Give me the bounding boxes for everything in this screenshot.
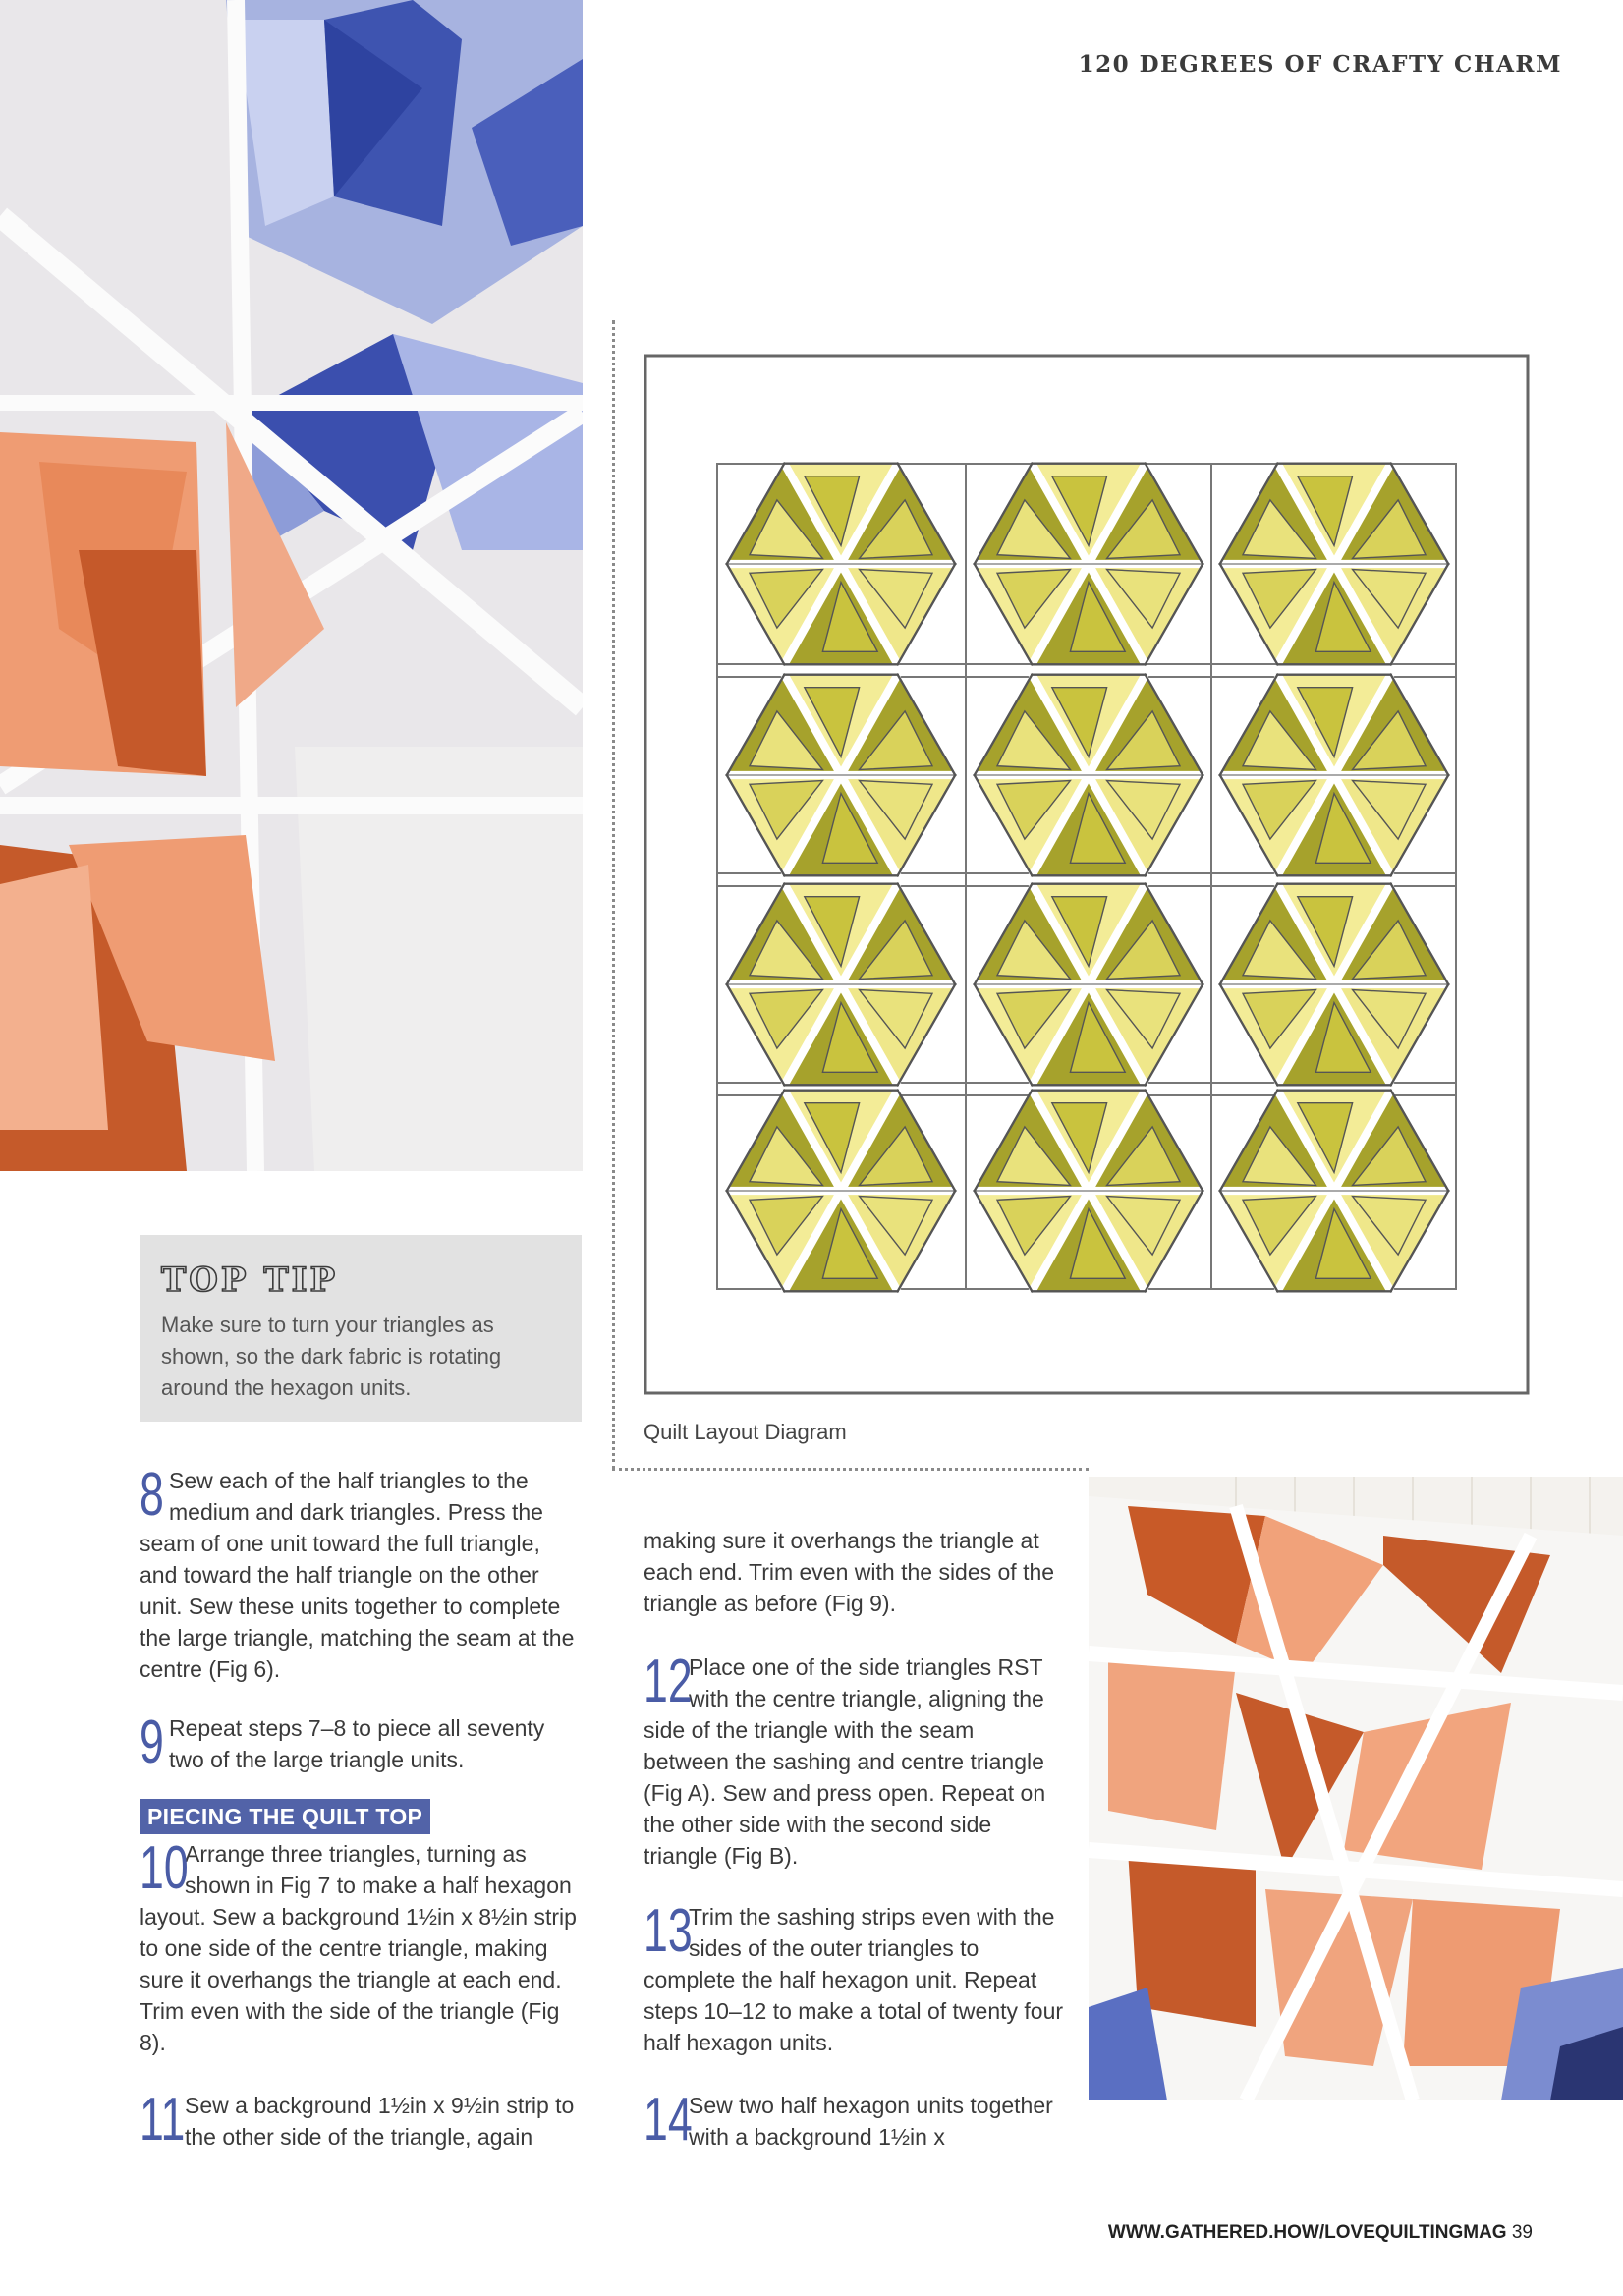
step-12 [644,1648,1064,1872]
step-number: 11 [140,2086,186,2154]
step-number: 8 [140,1461,164,1529]
step-10 [140,1834,582,2058]
quilt-photo-top [0,0,583,1171]
step-number: 14 [644,2086,693,2154]
step-number: 10 [140,1834,189,1902]
top-tip-text: Make sure to turn your triangles as shown, so the dark fabric is rotating around the hexagon units. [161,1313,502,1400]
dotted-divider-vertical [612,320,615,1470]
top-tip-box [140,1235,582,1422]
step-11-continued [644,1525,1064,1619]
quilt-photo-illustration [0,0,583,1171]
step-text: Sew a background 1½in x 9½in strip to the other side of the triangle, again [185,2093,575,2150]
step-text: Arrange three triangles, turning as shown in Fig 7 to make a half hexagon layout. Sew a background 1½in x 8½in strip to one side of the centre triangle, making sure it overhangs the triangle at each end. Trim even with the side of the triangle (Fig 8). [140,1841,577,2055]
diagram-caption: Quilt Layout Diagram [644,1420,847,1444]
step-text: Place one of the side triangles RST with the centre triangle, aligning the side of the triangle with the seam between the sashing and centre triangle (Fig A). Sew and press open. Repeat on the other side with the second side triangle (Fig B). [644,1654,1046,1869]
quilt-layout-svg [644,354,1530,1395]
step-8 [140,1461,582,1685]
page-footer [982,2222,1533,2244]
step-number: 13 [644,1897,693,1965]
step-13 [644,1897,1064,2058]
top-tip-title: TOP TIP [161,1260,339,1300]
quilt-layout-diagram [644,354,1530,1395]
quilt-photo-right [1089,1477,1623,2100]
section-heading: PIECING THE QUILT TOP [140,1799,430,1834]
footer-url: WWW.GATHERED.HOW/LOVEQUILTINGMAG [1107,2222,1507,2243]
step-text: Repeat steps 7–8 to piece all seventy two of the large triangle units. [169,1715,545,1772]
step-text: Trim the sashing strips even with the sides of the outer triangles to complete the half hexagon unit. Repeat steps 10–12 to make a total of twenty four half hexagon units. [644,1904,1064,2055]
step-number: 12 [644,1648,693,1715]
step-text: making sure it overhangs the triangle at each end. Trim even with the sides of the triangle as before (Fig 9). [644,1528,1055,1616]
step-11 [140,2086,582,2154]
dotted-divider-horizontal [612,1468,1089,1471]
quilt-photo-right-illustration [1089,1477,1623,2100]
page-number: 39 [1511,2222,1533,2243]
step-14 [644,2086,1064,2154]
step-text: Sew each of the half triangles to the medium and dark triangles. Press the seam of one unit toward the full triangle, and toward the half triangle on the other unit. Sew these units together to complete the large triangle, matching the seam at the centre (Fig 6). [140,1468,575,1682]
step-9 [140,1708,582,1776]
step-number: 9 [140,1708,164,1776]
running-header: 120 DEGREES OF CRAFTY CHARM [1078,51,1562,78]
step-text: Sew two half hexagon units together with a background 1½in x [689,2093,1053,2150]
